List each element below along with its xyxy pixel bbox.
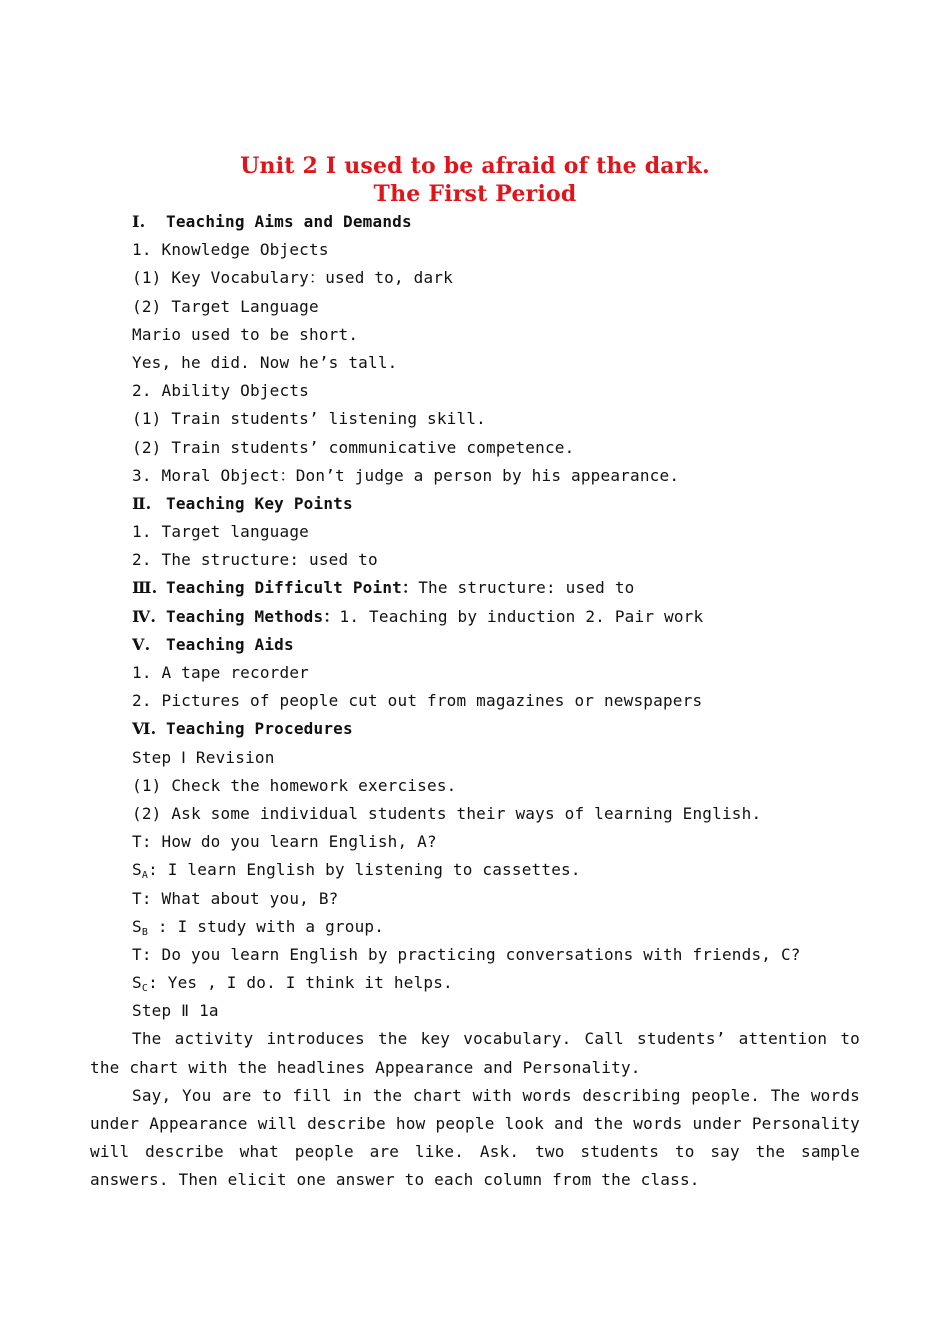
text-line: Step Ⅰ Revision bbox=[132, 747, 275, 767]
text-line: 2. The structure: used to bbox=[132, 550, 378, 570]
text-line: 2. Pictures of people cut out from magazines or newspapers bbox=[132, 691, 703, 711]
section-heading-text: Teaching Methods： bbox=[166, 606, 340, 626]
section-heading-procedures bbox=[90, 715, 860, 743]
section-number: Ⅳ. bbox=[132, 606, 157, 626]
dialog-line-sa bbox=[90, 856, 860, 884]
section-heading-key-points bbox=[90, 490, 860, 518]
dialog-text: : Yes , I do. I think it helps. bbox=[148, 973, 453, 993]
document-body bbox=[90, 208, 860, 1195]
dialog-line-sc bbox=[90, 969, 860, 997]
section-heading-text: Teaching Aids bbox=[166, 634, 294, 654]
paragraph-instructions: Say, You are to fill in the chart with words describing people. The words under Appearance will describe how people look and the words under Personality will describe what people are like. Ask. two students to say the sample answers. Then elicit one answer to each column from the class. bbox=[90, 1085, 860, 1190]
section-heading-aims bbox=[90, 208, 860, 236]
text-line: (1) Key Vocabulary：used to, dark bbox=[132, 268, 454, 288]
text-line: (2) Train students’ communicative competence. bbox=[132, 437, 575, 457]
dialog-line-sb bbox=[90, 913, 860, 941]
text-line: (2) Target Language bbox=[132, 296, 319, 316]
section-heading-text: Teaching Difficult Point： bbox=[166, 578, 419, 598]
text-line: Mario used to be short. bbox=[132, 324, 359, 344]
text-line: 1. Knowledge Objects bbox=[132, 240, 329, 260]
section-heading-aids bbox=[90, 631, 860, 659]
section-inline-text: The structure: used to bbox=[418, 578, 635, 598]
text-line: 2. Ability Objects bbox=[132, 381, 309, 401]
text-line: (1) Train students’ listening skill. bbox=[132, 409, 486, 429]
unit-title: Unit 2 I used to be afraid of the dark. bbox=[240, 153, 710, 179]
section-heading-text: Teaching Key Points bbox=[166, 493, 353, 513]
dialog-text: : I learn English by listening to cassettes. bbox=[148, 860, 581, 880]
section-number: Ⅰ. bbox=[132, 212, 146, 231]
section-inline-text: 1. Teaching by induction 2. Pair work bbox=[339, 606, 704, 626]
text-line: (1) Check the homework exercises. bbox=[132, 775, 457, 795]
text-line: T: Do you learn English by practicing conversations with friends, C? bbox=[132, 944, 801, 964]
section-number: Ⅴ. bbox=[132, 634, 151, 654]
text-line: Yes, he did. Now he’s tall. bbox=[132, 352, 398, 372]
speaker-label: S bbox=[132, 973, 142, 993]
speaker-subscript: C bbox=[141, 983, 149, 995]
section-methods bbox=[90, 603, 860, 631]
text-line: 1. Target language bbox=[132, 522, 309, 542]
text-line: T: How do you learn English, A? bbox=[132, 832, 437, 852]
speaker-label: S bbox=[132, 916, 142, 936]
period-title: The First Period bbox=[373, 181, 577, 207]
text-line: 1. A tape recorder bbox=[132, 663, 309, 682]
section-number: Ⅵ. bbox=[132, 719, 157, 739]
text-line: (2) Ask some individual students their ways of learning English. bbox=[132, 803, 762, 823]
section-difficult-point bbox=[90, 574, 860, 602]
text-line: T: What about you, B? bbox=[132, 888, 339, 908]
section-heading-text: Teaching Aims and Demands bbox=[166, 212, 412, 231]
paragraph-activity: The activity introduces the key vocabulary. Call students’ attention to the chart with the headlines Appearance and Personality. bbox=[90, 1029, 860, 1077]
speaker-subscript: B bbox=[141, 926, 149, 938]
text-line: Step Ⅱ 1a bbox=[132, 1001, 219, 1021]
speaker-subscript: A bbox=[141, 870, 149, 882]
section-heading-text: Teaching Procedures bbox=[166, 719, 353, 739]
section-number: Ⅱ. bbox=[132, 493, 152, 513]
text-line: 3. Moral Object：Don’t judge a person by his appearance. bbox=[132, 465, 680, 485]
section-number: Ⅲ. bbox=[132, 578, 158, 598]
speaker-label: S bbox=[132, 860, 142, 880]
dialog-text: : I study with a group. bbox=[148, 916, 385, 936]
